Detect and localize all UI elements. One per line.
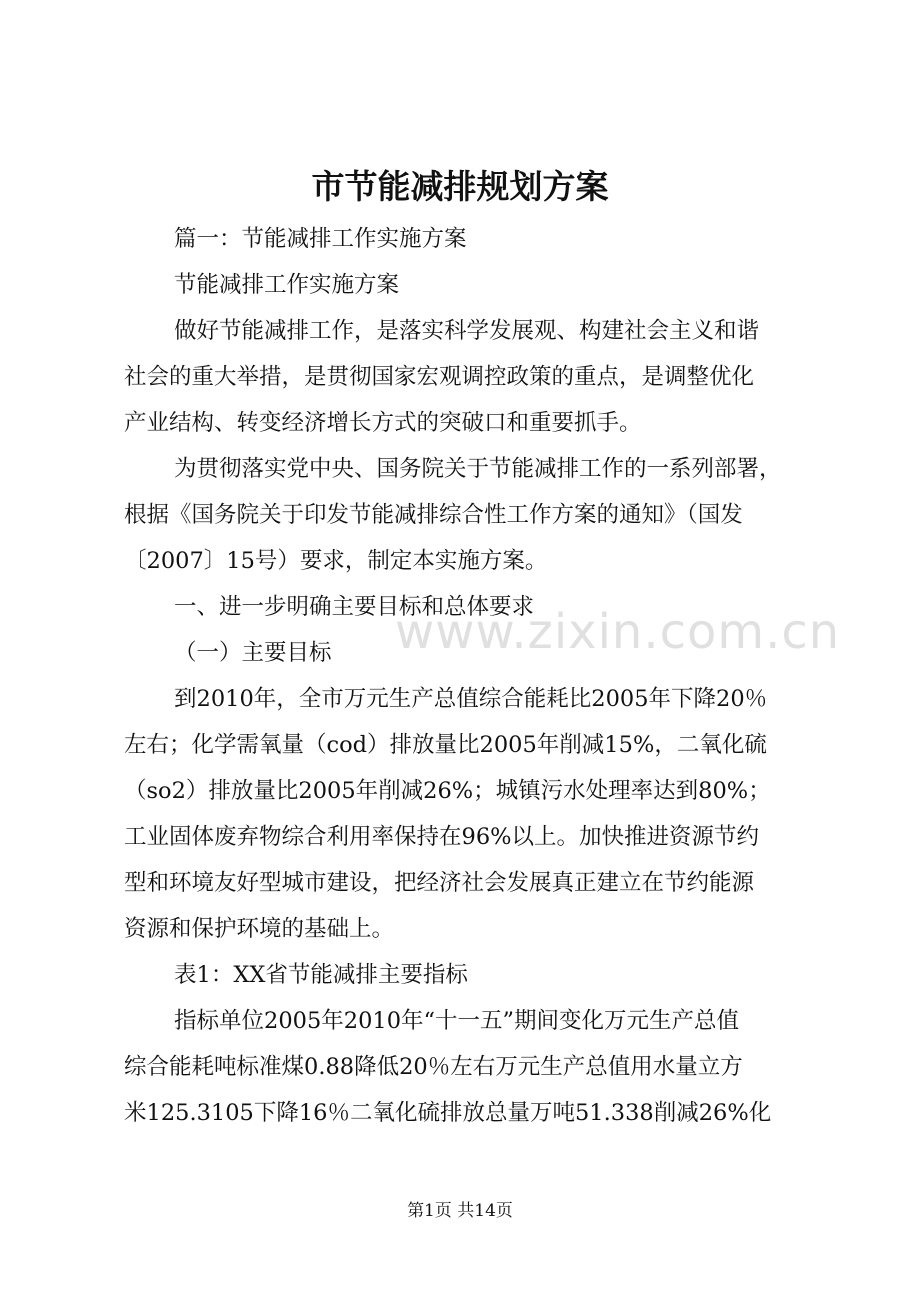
paragraph-line: 型和环境友好型城市建设，把经济社会发展真正建立在节约能源 <box>124 870 755 896</box>
paragraph-line: 米125.3105下降16％二氧化硫排放总量万吨51.338削减26%化 <box>124 1100 772 1126</box>
section-heading: 一、进一步明确主要目标和总体要求 <box>174 594 535 620</box>
paragraph-line: 社会的重大举措，是贯彻国家宏观调控政策的重点，是调整优化 <box>124 364 755 390</box>
subheading: 节能减排工作实施方案 <box>174 272 400 298</box>
section-heading: 篇一：节能减排工作实施方案 <box>174 226 467 252</box>
paragraph-line: 〔2007〕15号）要求，制定本实施方案。 <box>124 548 548 574</box>
paragraph-line: 产业结构、转变经济增长方式的突破口和重要抓手。 <box>124 410 642 436</box>
paragraph-line: 做好节能减排工作，是落实科学发展观、构建社会主义和谐 <box>174 318 760 344</box>
paragraph-line: 综合能耗吨标准煤0.88降低20％左右万元生产总值用水量立方 <box>124 1054 743 1080</box>
document-body <box>124 216 839 1136</box>
paragraph-line: 根据《国务院关于印发节能减排综合性工作方案的通知》（国发 <box>124 502 743 528</box>
paragraph-line: 指标单位2005年2010年“十一五”期间变化万元生产总值 <box>174 1008 740 1034</box>
paragraph-line: 到2010年，全市万元生产总值综合能耗比2005年下降20％ <box>174 686 768 712</box>
subheading: （一）主要目标 <box>174 640 332 666</box>
watermark: www.zixin.com.cn <box>395 604 841 660</box>
paragraph-line: 资源和保护环境的基础上。 <box>124 916 395 942</box>
paragraph-line: 左右；化学需氧量（cod）排放量比2005年削减15%，二氧化硫 <box>124 732 767 758</box>
paragraph-line: 工业固体废弃物综合利用率保持在96%以上。加快推进资源节约 <box>124 824 760 850</box>
paragraph-line: （so2）排放量比2005年削减26%；城镇污水处理率达到80%； <box>124 778 771 804</box>
page-footer: 第1页 共14页 <box>407 1201 513 1221</box>
document-title: 市节能减排规划方案 <box>311 167 609 206</box>
table-caption: 表1：XX省节能减排主要指标 <box>174 962 468 988</box>
paragraph-line: 为贯彻落实党中央、国务院关于节能减排工作的一系列部署， <box>174 456 782 482</box>
